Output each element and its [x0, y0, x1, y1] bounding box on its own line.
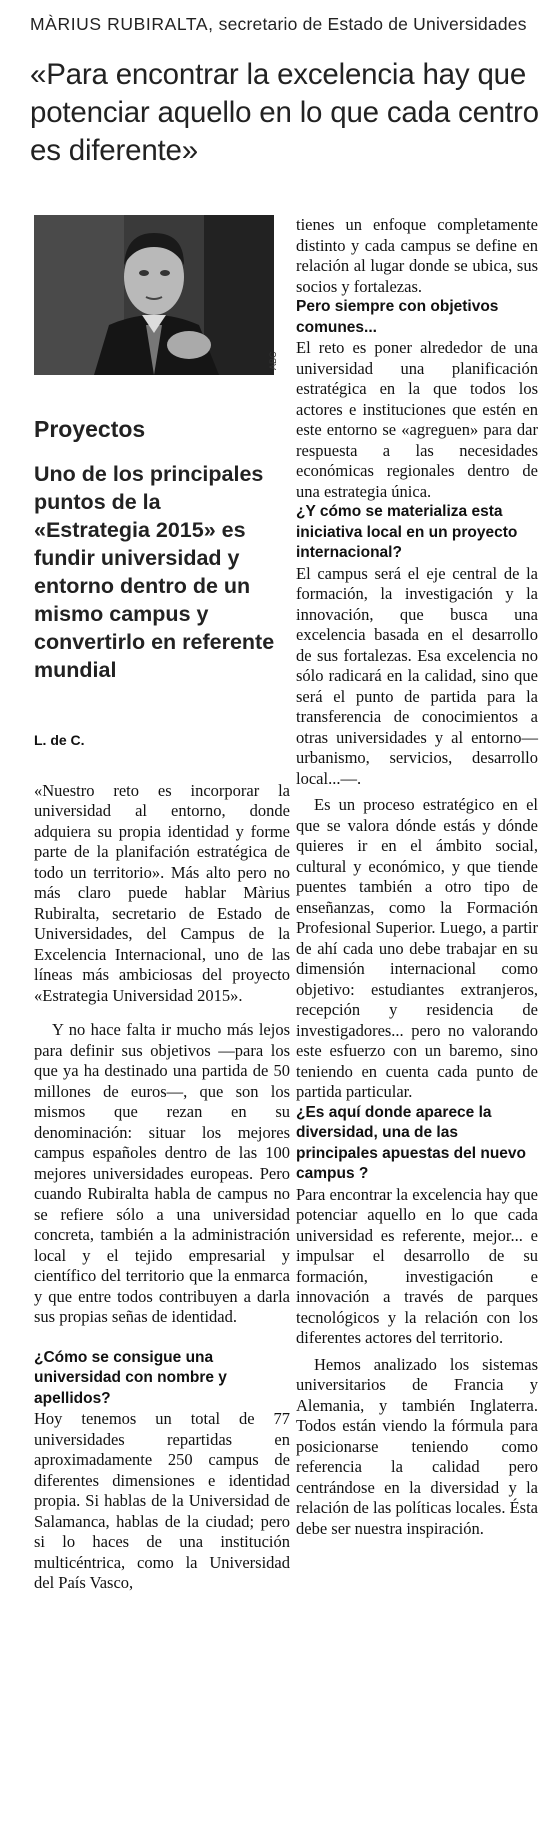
headline: «Para encontrar la excelencia hay que potenciar aquello en lo que cada centro es diferente»	[30, 58, 539, 167]
answer: Es un proceso estratégico en el que se valora dónde estás y dónde quieres ir en el ámbito social, cultural y económico, y que tiende puentes también a otro tipo de enseñanzas, como la Formación Profesional Superior. Luego, a partir de ahí cada uno debe trabajar en su dimensión internacional como objetivo: estudiantes extranjeros, recepción y residencia de investigadores... pero no valorando este esfuerzo con un baremo, sino teniendo en cuenta cada punto de partida particular.	[296, 795, 538, 1101]
answer: Hemos analizado los sistemas universitarios de Francia y Alemania, y también Inglaterra. Todos están viendo la fórmula para posicionarse teniendo como referencia la calidad pero centrándose en la diversidad y la relación de las políticas locales. Ésta debe ser nuestra inspiración.	[296, 1354, 538, 1538]
byline: L. de C.	[34, 732, 85, 748]
kicker	[30, 14, 550, 35]
answer: El campus será el eje central de la formación, la investigación y la innovación, que busca una excelencia basada en el desarrollo de sus fortalezas. Esa excelencia no sólo radicará en la calidad, sino que será el punto de partida para la transferencia de conocimientos a otras universidades y al entorno—urbanismo, servicios, desarrollo local...—.	[296, 563, 538, 788]
kicker-role: secretario de Estado de Universidades	[213, 14, 527, 34]
paragraph: tienes un enfoque completamente distinto y cada campus se define en relación al lugar donde se ubica, sus socios y fortalezas.	[296, 215, 538, 296]
question: ¿Y cómo se materializa esta iniciativa local en un proyecto internacional?	[296, 503, 518, 561]
sidebar-title: Proyectos	[34, 416, 146, 442]
question: Pero siempre con objetivos comunes...	[296, 298, 499, 336]
column-left	[34, 730, 290, 1594]
portrait-photo	[34, 215, 274, 375]
question: ¿Es aquí donde aparece la diversidad, una de las principales apuestas del nuevo campus ?	[296, 1103, 526, 1182]
answer: El reto es poner alrededor de una universidad una planificación estratégica en la que todos los actores e instituciones que estén en este entorno se «agreguen» para dar respuesta a las necesidades económicas regionales dentro de una estrategia única.	[296, 338, 538, 501]
question: ¿Cómo se consigue una universidad con nombre y apellidos?	[34, 1348, 227, 1407]
portrait-image	[34, 215, 274, 375]
sidebar-text: Uno de los principales puntos de la «Estrategia 2015» es fundir universidad y entorno dentro de un mismo campus y convertirlo en referente mundial	[34, 462, 275, 682]
answer: Hoy tenemos un total de 77 universidades repartidas en aproximadamente 250 campus de diferentes dimensiones e identidad propia. Si hablas de la Universidad de Salamanca, hablas de la ciudad; pero si lo haces de una institución multicéntrica, como la Universidad del País Vasco,	[34, 1409, 290, 1592]
photo-credit: ABC	[268, 351, 278, 370]
answer: Para encontrar la excelencia hay que potenciar aquello en lo que cada universidad es referente, mejor... e impulsar el desarrollo de su formación, investigación e innovación a través de parques tecnológicos y la relación con los diferentes actores del territorio.	[296, 1184, 538, 1347]
column-right	[296, 215, 538, 1539]
paragraph: Y no hace falta ir mucho más lejos para definir sus objetivos —para los que ya ha destinado una partida de 50 millones de euros—, que son los mismos que rezan en su denominación: situar los mejores campus españoles dentro de las 100 mejores universidades europeas. Pero cuando Rubiralta habla de campus no se refiere sólo a una universidad concreta, también a la administración local y el tejido empresarial y científico del territorio que la enmarca y que entre todos contribuyen a darla sus propias señas de identidad.	[34, 1020, 290, 1326]
paragraph: «Nuestro reto es incorporar la universidad al entorno, donde adquiera su propia identidad y forme parte de la planifación estratégica de todo un territorio». Más alto pero no más claro puede hablar Màrius Rubiralta, secretario de Estado de Universidades, del Campus de la Excelencia Internacional, uno de las líneas más ambiciosas del proyecto «Estrategia Universidad 2015».	[34, 780, 290, 1005]
kicker-name: MÀRIUS RUBIRALTA,	[30, 14, 214, 34]
